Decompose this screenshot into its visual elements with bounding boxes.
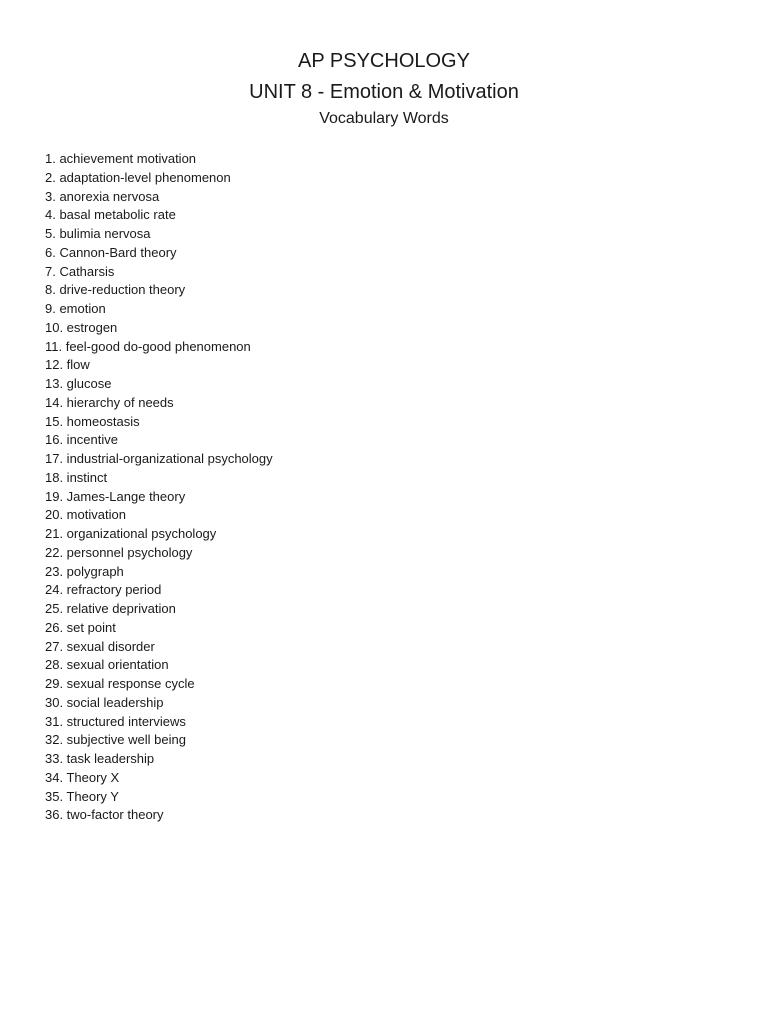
vocabulary-item: 14. hierarchy of needs [45,394,174,410]
vocabulary-item: 19. James-Lange theory [45,488,186,504]
vocabulary-item: 7. Catharsis [45,263,115,279]
vocabulary-item: 6. Cannon-Bard theory [45,244,177,260]
vocabulary-item: 9. emotion [45,301,106,316]
vocabulary-list [45,150,273,825]
vocabulary-item: 3. anorexia nervosa [45,188,160,204]
document-title: AP PSYCHOLOGY [298,50,470,72]
vocabulary-item: 28. sexual orientation [45,657,169,673]
vocabulary-item: 16. incentive [45,432,118,448]
vocabulary-item: 33. task leadership [45,751,155,766]
vocabulary-item: 26. set point [45,619,116,635]
vocabulary-item: 31. structured interviews [45,713,186,729]
unit-heading: UNIT 8 - Emotion & Motivation [249,81,519,103]
vocabulary-item: 27. sexual disorder [45,638,155,654]
vocabulary-item: 34. Theory X [45,769,120,785]
vocabulary-item: 25. relative deprivation [45,601,176,616]
vocabulary-item: 15. homeostasis [45,413,140,429]
vocabulary-item: 36. two-factor theory [45,807,164,823]
vocabulary-item: 1. achievement motivation [45,151,197,166]
vocabulary-item: 32. subjective well being [45,732,186,748]
vocabulary-item: 8. drive-reduction theory [45,282,186,298]
vocabulary-item: 13. glucose [45,376,112,391]
vocabulary-item: 22. personnel psychology [45,544,193,560]
vocabulary-item: 30. social leadership [45,694,164,710]
vocabulary-item: 35. Theory Y [45,788,119,804]
vocabulary-item: 29. sexual response cycle [45,676,195,691]
vocabulary-item: 5. bulimia nervosa [45,226,151,241]
vocabulary-item: 24. refractory period [45,582,162,598]
vocabulary-item: 18. instinct [45,469,108,485]
vocabulary-item: 11. feel-good do-good phenomenon [45,338,251,354]
vocabulary-item: 17. industrial-organizational psychology [45,451,273,466]
vocabulary-item: 20. motivation [45,507,126,523]
vocabulary-item: 21. organizational psychology [45,526,217,541]
vocabulary-item: 4. basal metabolic rate [45,207,176,223]
vocabulary-item: 23. polygraph [45,563,124,579]
vocabulary-item: 2. adaptation-level phenomenon [45,169,231,185]
vocabulary-item: 12. flow [45,357,90,373]
vocabulary-item: 10. estrogen [45,319,118,335]
document-subtitle: Vocabulary Words [319,110,449,127]
